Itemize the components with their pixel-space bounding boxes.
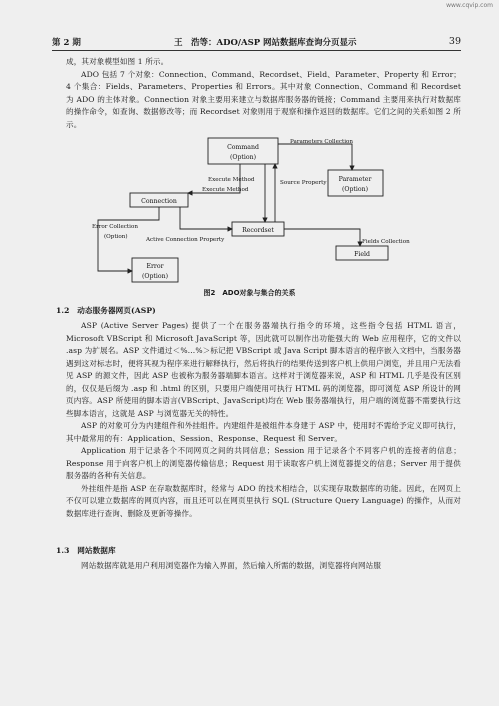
execute-method-label-2: Execute Method: [202, 187, 249, 193]
page-number: 39: [448, 36, 461, 47]
intro-paragraph-1: 成，其对象模型如图 1 所示。: [66, 57, 169, 66]
error-collection-option: (Option): [104, 234, 128, 240]
parameter-label: Parameter: [338, 176, 372, 183]
execute-method-label-1: Execute Method: [208, 177, 255, 183]
recordset-label: Recordset: [242, 227, 274, 234]
section-1-3-body: [66, 560, 461, 573]
figure-caption: 图2 ADO对象与集合的关系: [203, 289, 296, 297]
section-1-2: [56, 305, 461, 318]
asp-paragraph-4: 外挂组件是指 ASP 在存取数据库时，经常与 ADO 的技术相结合，以实现存取数据库的功能。因此，在网页上不仅可以建立数据库的网页内容，而且还可以在网页里执行 SQL (Structure Query Language) 的操作，从而对数据库进行查询、删除及更新等操作。: [66, 483, 461, 518]
website-db-paragraph: 网站数据库就是用户利用浏览器作为输入界面，然后输入所需的数据，浏览器将向网站服: [81, 561, 382, 570]
page-header: [52, 34, 461, 51]
connection-label: Connection: [141, 198, 177, 205]
command-option: (Option): [229, 154, 257, 161]
section-1-2-heading: 1.2 动态服务器网页(ASP): [56, 306, 156, 315]
intro-text: [66, 56, 461, 131]
fields-collection-label: Fields Collection: [362, 239, 410, 245]
source-watermark: www.cqvip.com: [446, 2, 493, 9]
parameters-collection-label: Parameters Collection: [290, 139, 354, 145]
running-title: 王 浩等：ADO/ASP 网站数据库查询分页显示: [174, 38, 357, 48]
active-connection-label: Active Connection Property: [146, 237, 225, 243]
intro-paragraph-2: ADO 包括 7 个对象：Connection、Command、Recordset、Field、Parameter、Property 和 Error；4 个集合：Fields、Parameters、Properties 和 Errors。其中对象 Connection、Command 和 Recordset 为 ADO 的主体对象。Connection 对象主要用来建立与数据库服务器的链接；Command 主要用来执行对数据库的操作命令，如查询、数据修改等；而 Recordset 对象则用于观察和操作返回的数据库。它们之间的关系如图 2 所示。: [66, 69, 461, 129]
asp-paragraph-3: Application 用于记录各个不同网页之间的共同信息；Session 用于记录各个不同客户机的连接者的信息；Response 用于向客户机上的浏览器传输信息；Request 用于读取客户机上浏览器提交的信息；Server 用于提供服务器的各种有关信息。: [66, 446, 461, 480]
asp-paragraph-2: ASP 的对象可分为内建组件和外挂组件。内建组件是被组件本身建于 ASP 中，使用时不需给予定义即可执行，其中最常用的有：Application、Session、Response、Request 和 Server。: [66, 421, 461, 443]
issue-number: 第 2 期: [52, 38, 81, 48]
command-label: Command: [227, 144, 259, 151]
error-option: (Option): [141, 273, 169, 280]
active-connection-edge: [180, 207, 232, 229]
section-1-2-body: [66, 320, 461, 520]
parameters-collection-edge: [278, 144, 352, 170]
error-label: Error: [146, 263, 164, 270]
fields-collection-edge: [284, 229, 360, 246]
ado-object-diagram: [90, 136, 410, 286]
section-1-3-heading: 1.3 网站数据库: [56, 546, 116, 555]
parameter-option: (Option): [341, 186, 369, 193]
asp-paragraph-1: ASP (Active Server Pages) 提供了一个在服务器端执行指令的环境，这些指令包括 HTML 语言，Microsoft VBScript 和 Microsoft JavaScript 等，因此就可以制作出功能强大的 Web 应用程序，它的文件以 .asp 为扩展名。ASP 文件通过＜%…%＞标记把 VBScript 或 Java Script 脚本语言的程序嵌入文档中，当服务器遇到这对标志时，便将其视为程序来进行解释执行，然后将执行的结果传送到客户机上供用户浏览，并且用户无法看见 ASP 的源文件，因此 ASP 也被称为服务器端脚本语言。这样对于浏览器来说，ASP 和 HTML 几乎是没有区别的，仅仅是后缀为 .asp 和 .html 的区别，只要用户端使用可执行 HTML 码的浏览器，即可浏览 ASP 所设计的网页内容。ASP 所使用的脚本语言(VBScript、JavaScript)均在 Web 服务器端执行，用户端的浏览器不需要执行这些脚本语言，这就是 ASP 与浏览器无关的特性。: [66, 321, 461, 418]
field-label: Field: [354, 251, 370, 258]
error-collection-label: Error Collection: [92, 224, 138, 230]
section-1-3: [56, 545, 461, 558]
source-property-label: Source Property: [280, 180, 327, 186]
